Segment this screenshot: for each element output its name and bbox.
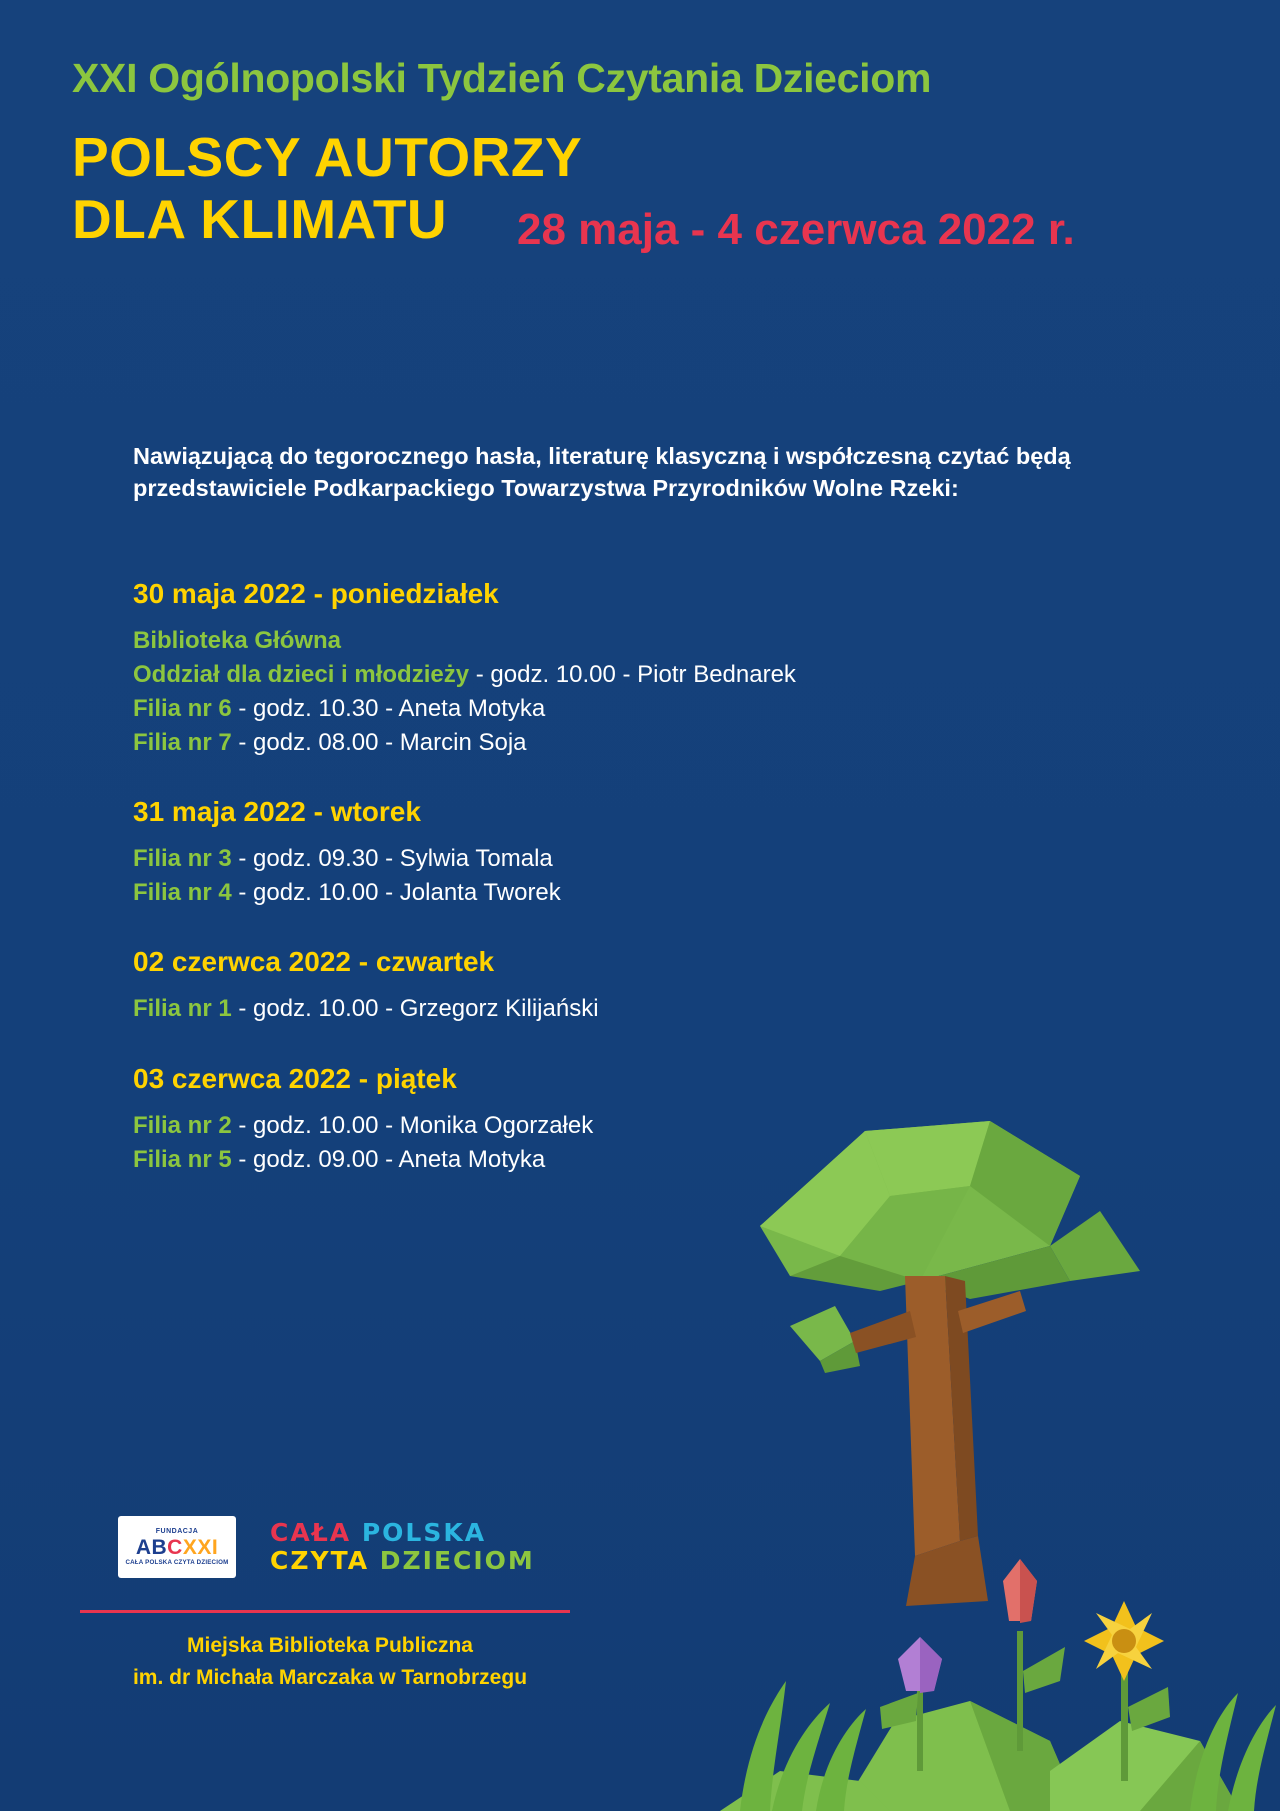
schedule-entry — [133, 1143, 1013, 1177]
cpcd-word-polska: POLSKA — [361, 1518, 487, 1547]
schedule-entry — [133, 876, 1013, 910]
cpcd-line-1 — [270, 1519, 535, 1547]
poster-title-line-2: DLA KLIMATU — [72, 187, 448, 250]
poster-title-line-1: POLSCY AUTORZY — [72, 126, 583, 189]
abc-logo-ab: AB — [135, 1535, 168, 1559]
schedule-day-title: 02 czerwca 2022 - czwartek — [133, 946, 495, 978]
ground-mounds — [720, 1701, 1240, 1811]
schedule-entry-label: Filia nr 7 — [133, 729, 232, 757]
schedule-entry-detail: - godz. 10.00 - Piotr Bednarek — [469, 661, 796, 689]
cpcd-word-czyta: CZYTA — [270, 1546, 370, 1575]
title-block — [72, 126, 1220, 255]
schedule-entry-label: Filia nr 1 — [133, 995, 232, 1023]
event-dates: 28 maja - 4 czerwca 2022 r. — [517, 205, 1075, 255]
schedule-entry-detail: - godz. 10.00 - Jolanta Tworek — [231, 879, 561, 907]
schedule-entry — [133, 1109, 1013, 1143]
sunflower-icon — [1084, 1601, 1170, 1781]
cala-polska-czyta-dzieciom-logo — [270, 1519, 535, 1575]
cpcd-line-2 — [270, 1547, 535, 1575]
schedule-entry-detail: - godz. 10.00 - Grzegorz Kilijański — [231, 995, 599, 1023]
schedule-entry-label: Oddział dla dzieci i młodzieży — [133, 661, 470, 689]
schedule-entry — [133, 726, 1013, 760]
abc-logo-sub-text: CAŁA POLSKA CZYTA DZIECIOM — [125, 1558, 229, 1566]
grass-icon — [740, 1681, 1276, 1811]
schedule-entry-label: Filia nr 6 — [133, 695, 232, 723]
schedule-day-title: 03 czerwca 2022 - piątek — [133, 1062, 457, 1094]
schedule-venue: Biblioteka Główna — [133, 627, 342, 654]
event-kicker: XXI Ogólnopolski Tydzień Czytania Dzieciom — [72, 55, 932, 101]
schedule-entry-detail: - godz. 10.30 - Aneta Motyka — [231, 695, 546, 723]
schedule-entry-label: Filia nr 3 — [133, 845, 232, 873]
abc-logo-top-text: FUNDACJA — [155, 1527, 199, 1535]
logo-row — [118, 1516, 535, 1578]
schedule-entry — [133, 842, 1013, 876]
cpcd-word-dzieciom: DZIECIOM — [379, 1546, 535, 1575]
schedule-entry-detail: - godz. 09.00 - Aneta Motyka — [231, 1145, 546, 1173]
organizer-line-2: im. dr Michała Marczaka w Tarnobrzegu — [132, 1665, 528, 1689]
schedule-day-title: 31 maja 2022 - wtorek — [133, 796, 421, 828]
schedule-entry-label: Filia nr 4 — [133, 879, 232, 907]
poster-header — [72, 55, 1220, 255]
fundacja-abcxxi-logo — [118, 1516, 236, 1578]
intro-paragraph: Nawiązującą do tegorocznego hasła, literaturę klasyczną i współczesną czytać będą przedstawiciele Podkarpackiego Towarzystwa Przyrodników Wolne Rzeki: — [133, 443, 1071, 502]
schedule-day-title: 30 maja 2022 - poniedziałek — [133, 578, 499, 609]
purple-flower-icon — [880, 1637, 942, 1771]
schedule-day — [133, 578, 1013, 760]
schedule-list — [133, 578, 1013, 1213]
schedule-entry-detail: - godz. 09.30 - Sylwia Tomala — [231, 845, 553, 873]
tulip-flower-icon — [1003, 1559, 1065, 1751]
schedule-entry — [133, 692, 1013, 726]
schedule-entry-detail: - godz. 08.00 - Marcin Soja — [231, 729, 527, 757]
schedule-day — [133, 946, 1013, 1026]
schedule-entry-label: Filia nr 5 — [133, 1145, 232, 1173]
cpcd-word-cala: CAŁA — [270, 1518, 352, 1547]
schedule-entry — [133, 992, 1013, 1026]
footer-divider — [80, 1610, 570, 1613]
abc-logo-c: C — [167, 1535, 183, 1559]
schedule-day — [133, 796, 1013, 910]
schedule-day — [133, 1063, 1013, 1177]
leaf-bud-icon — [790, 1306, 860, 1373]
schedule-entry — [133, 658, 1013, 692]
schedule-entry-detail: - godz. 10.00 - Monika Ogorzałek — [231, 1111, 594, 1139]
abc-logo-xxi: XXI — [182, 1535, 219, 1559]
schedule-entry-label: Filia nr 2 — [133, 1111, 232, 1139]
organizer-footer — [80, 1630, 580, 1693]
organizer-line-1: Miejska Biblioteka Publiczna — [187, 1634, 473, 1657]
tree-trunk-icon — [850, 1276, 1026, 1606]
abc-logo-main — [136, 1537, 218, 1558]
